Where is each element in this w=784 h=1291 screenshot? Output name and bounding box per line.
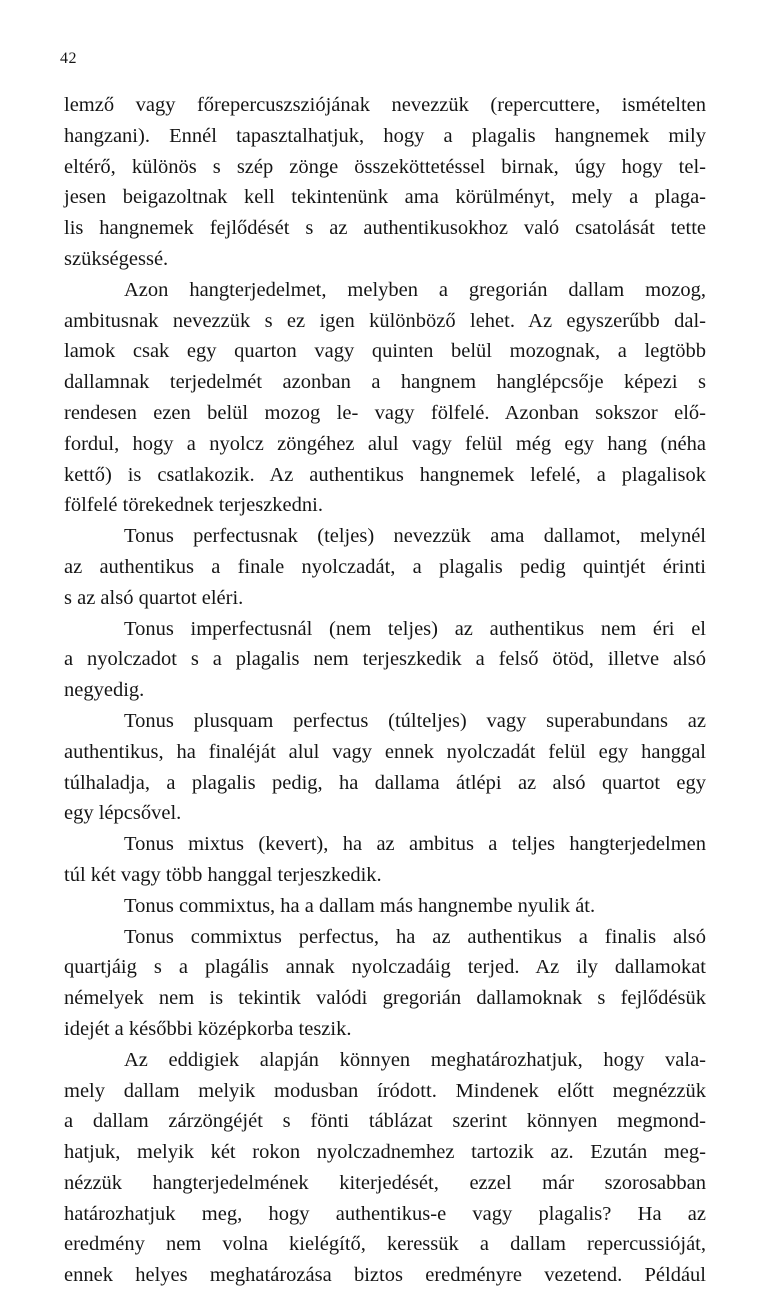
paragraph-1 (64, 90, 706, 275)
text-line: authentikus, ha finaléját alul vagy ennek nyolczadát felül egy hanggal (64, 740, 706, 763)
text-line: szükségessé. (64, 247, 169, 270)
text-line: határozhatjuk meg, hogy authentikus-e vagy plagalis? Ha az (64, 1202, 706, 1225)
text-line: ennek helyes meghatározása biztos eredményre vezetend. Például (64, 1264, 706, 1287)
paragraph-3 (64, 521, 706, 613)
text-line: eltérő, különös s szép zönge összeköttetéssel birnak, úgy hogy tel- (64, 155, 706, 178)
text-line: kettő) is csatlakozik. Az authentikus hangnemek lefelé, a plagalisok (64, 463, 706, 486)
text-line: s az alsó quartot eléri. (64, 586, 244, 609)
text-line: a nyolczadot s a plagalis nem terjeszkedik a felső ötöd, illetve alsó (64, 648, 706, 671)
text-line: nézzük hangterjedelmének kiterjedését, ezzel már szorosabban (64, 1171, 706, 1194)
text-line: a dallam zárzöngéjét s fönti táblázat szerint könnyen megmond- (64, 1110, 706, 1133)
text-line: Tonus plusquam perfectus (túlteljes) vagy superabundans az (124, 709, 706, 732)
paragraph-5 (64, 706, 706, 829)
text-line: lemző vagy főrepercuszsziójának nevezzük (repercuttere, ismételten (64, 94, 706, 116)
text-line: Tonus perfectusnak (teljes) nevezzük ama dallamot, melynél (124, 525, 706, 548)
paragraph-6 (64, 829, 706, 891)
text-line: Tonus mixtus (kevert), ha az ambitus a teljes hangterjedelmen (124, 833, 706, 856)
text-line: hangzani). Ennél tapasztalhatjuk, hogy a plagalis hangnemek mily (64, 124, 706, 147)
text-line: fölfelé törekednek terjeszkedni. (64, 494, 323, 517)
text-line: Azon hangterjedelmet, melyben a gregorián dallam mozog, (124, 278, 706, 301)
paragraph-4 (64, 614, 706, 706)
text-line: némelyek nem is tekintik valódi gregorián dallamoknak s fejlődésük (64, 987, 706, 1010)
text-line: dallamnak terjedelmét azonban a hangnem hanglépcsője képezi s (64, 371, 706, 394)
text-line: lamok csak egy quarton vagy quinten belül mozognak, a legtöbb (64, 340, 706, 363)
text-line: quartjáig s a plagális annak nyolczadáig terjed. Az ily dallamokat (64, 956, 706, 979)
text-line: túl két vagy több hanggal terjeszkedik. (64, 863, 382, 886)
text-line: negyedig. (64, 679, 145, 702)
text-line: jesen beigazoltnak kell tekintenünk ama körülményt, mely a plaga- (64, 186, 706, 209)
text-line: lis hangnemek fejlődését s az authentikusokhoz való csatolását tette (64, 217, 706, 240)
text-line: mely dallam melyik modusban íródott. Mindenek előtt megnézzük (64, 1079, 706, 1102)
text-line: idejét a későbbi középkorba teszik. (64, 1017, 352, 1040)
text-line: eredmény nem volna kielégítő, keressük a dallam repercussióját, (64, 1233, 706, 1256)
paragraph-8 (64, 922, 706, 1045)
page-number: 42 (60, 50, 77, 67)
text-line: Tonus commixtus perfectus, ha az authentikus a finalis alsó (124, 925, 706, 948)
paragraph-2 (64, 275, 706, 521)
text-line: fordul, hogy a nyolcz zöngéhez alul vagy felül még egy hang (néha (64, 432, 706, 455)
text-line: Az eddigiek alapján könnyen meghatározhatjuk, hogy vala- (124, 1048, 706, 1071)
text-line: rendesen ezen belül mozog le- vagy fölfelé. Azonban sokszor elő- (64, 401, 706, 424)
paragraph-9 (64, 1045, 706, 1291)
paragraph-7 (64, 891, 706, 922)
text-line: túlhaladja, a plagalis pedig, ha dallama átlépi az alsó quartot egy (64, 771, 706, 794)
text-line: egy lépcsővel. (64, 802, 182, 825)
text-line: ambitusnak nevezzük s ez igen különböző lehet. Az egyszerűbb dal- (64, 309, 706, 332)
body-text (64, 90, 706, 1291)
text-line: hatjuk, melyik két rokon nyolczadnemhez tartozik az. Ezután meg- (64, 1141, 706, 1164)
text-line: az authentikus a finale nyolczadát, a plagalis pedig quintjét érinti (64, 555, 706, 578)
text-line: Tonus imperfectusnál (nem teljes) az authentikus nem éri el (124, 617, 706, 640)
text-line: Tonus commixtus, ha a dallam más hangnembe nyulik át. (124, 894, 596, 917)
